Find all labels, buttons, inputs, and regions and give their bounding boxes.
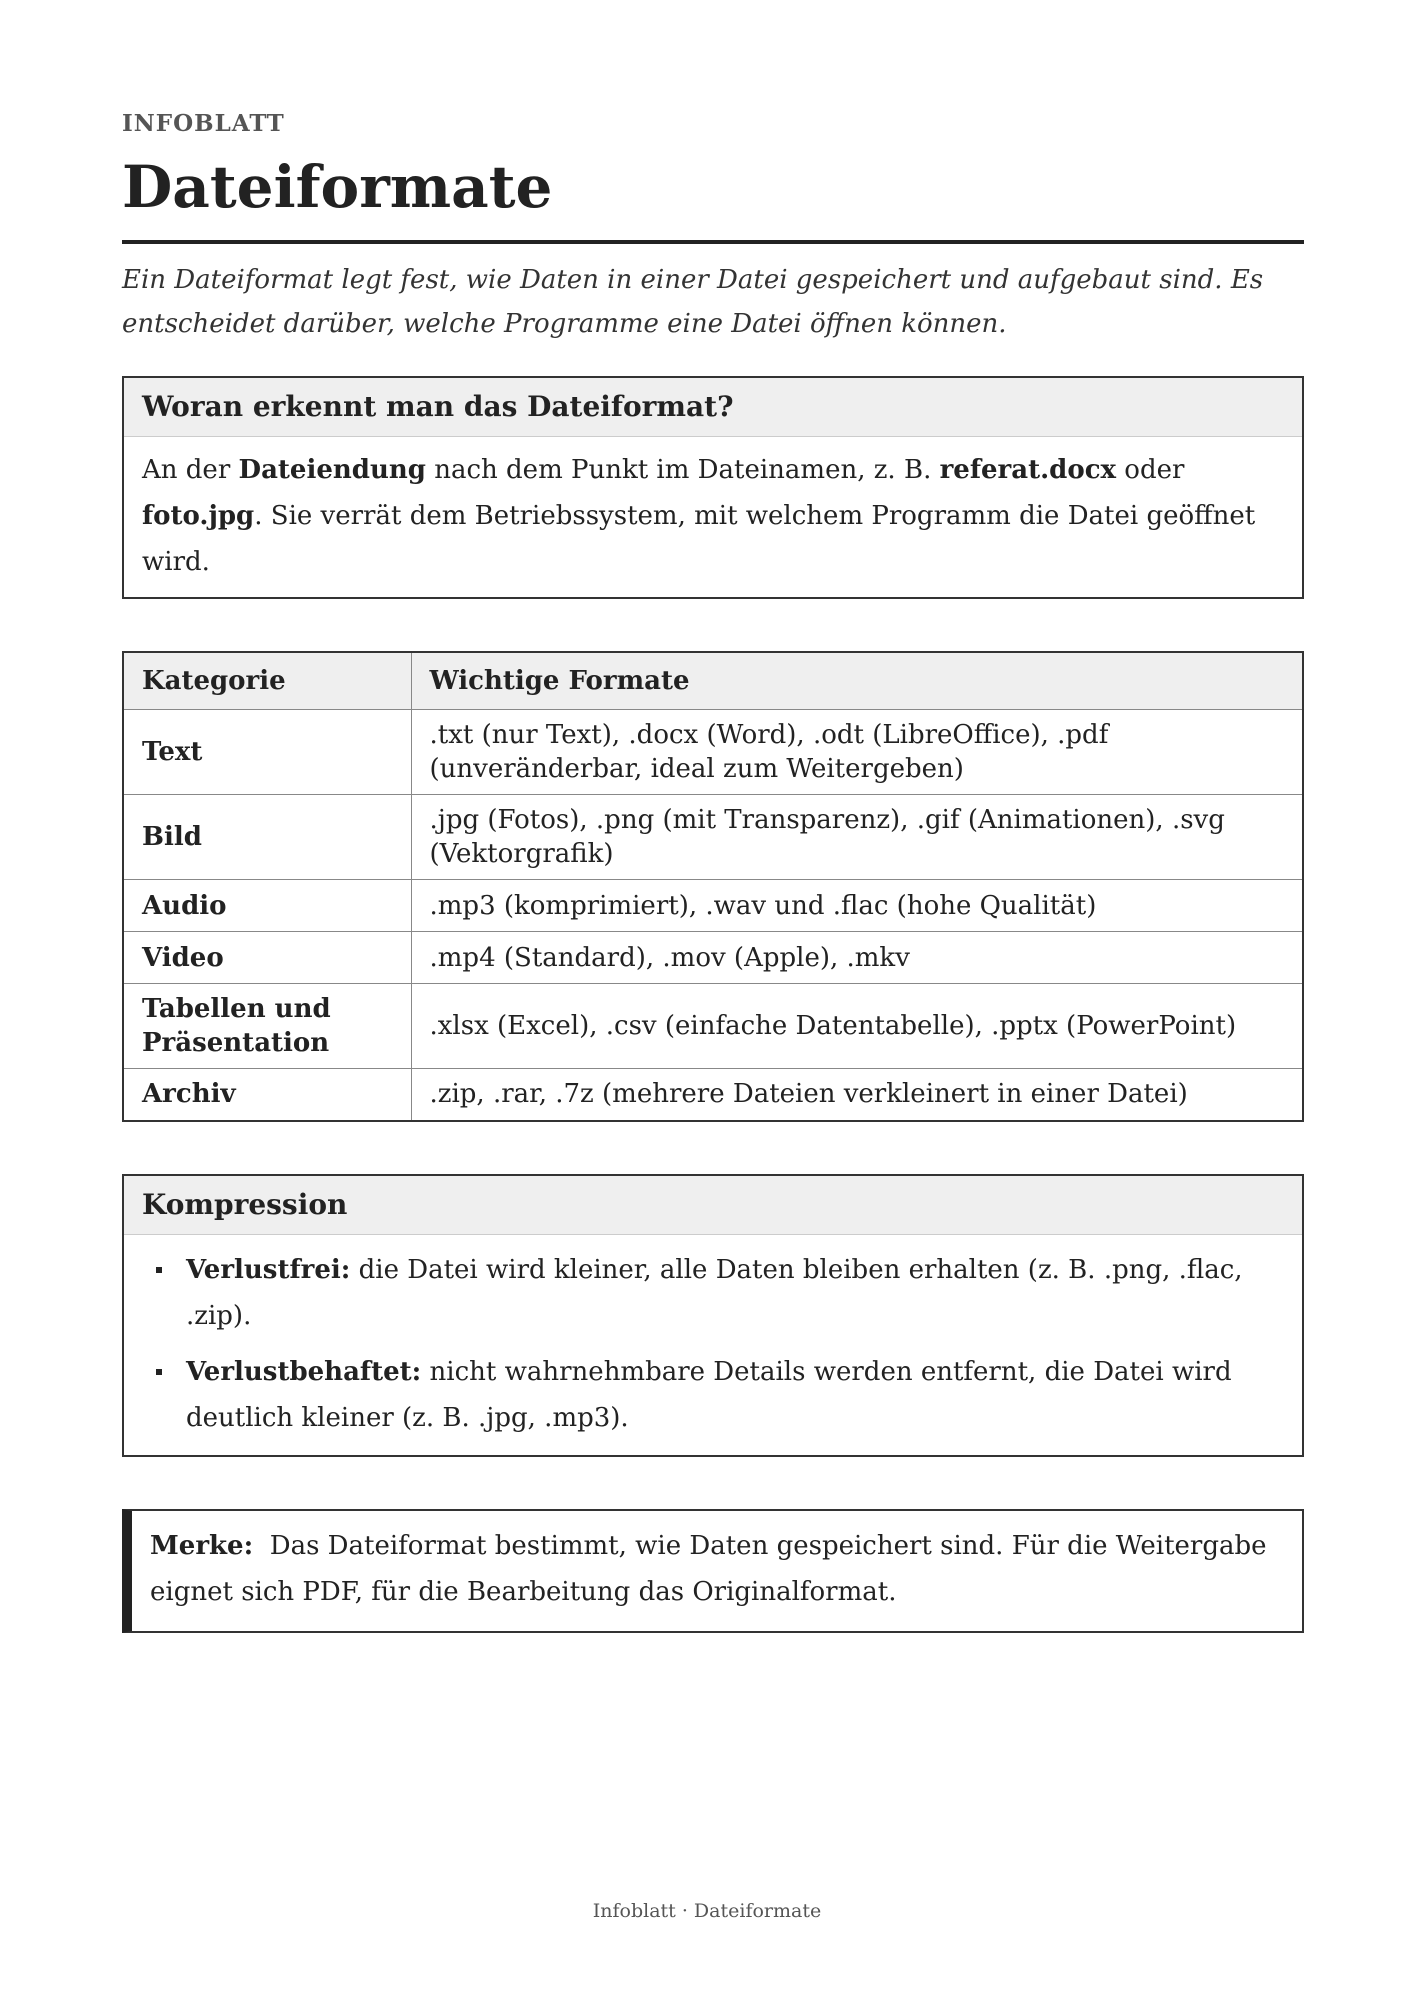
table-row (123, 710, 1303, 795)
bullet-icon (156, 1369, 162, 1375)
formats-cell: .xlsx (Excel), .csv (einfache Datentabelle), .pptx (PowerPoint) (411, 984, 1303, 1069)
table-row (123, 1069, 1303, 1121)
formats-cell: .mp4 (Standard), .mov (Apple), .mkv (411, 932, 1303, 984)
merke-callout (122, 1509, 1304, 1633)
page-title: Dateiformate (122, 153, 553, 221)
kompression-list (124, 1235, 1302, 1455)
info-box-heading: Kompression (124, 1176, 1302, 1235)
text-run: . Sie verrät dem Betriebssystem, mit welchem Programm die Datei geöffnet wird. (142, 501, 1256, 577)
info-box-erkennung (122, 376, 1304, 599)
text-run: nicht wahrnehmbare Details werden entfernt, die Datei wird deutlich kleiner (z. B. .jpg, .mp3). (186, 1356, 1232, 1433)
table-header-row (123, 652, 1303, 710)
category-cell: Archiv (123, 1069, 411, 1121)
category-cell: Audio (123, 880, 411, 932)
info-box-body (124, 437, 1302, 597)
category-cell: Text (123, 710, 411, 795)
table-row (123, 880, 1303, 932)
category-cell: Video (123, 932, 411, 984)
col-header-category: Kategorie (123, 652, 411, 710)
info-box-kompression (122, 1174, 1304, 1457)
bold-term: Dateiendung (238, 455, 426, 485)
formats-cell: .jpg (Fotos), .png (mit Transparenz), .gif (Animationen), .svg (Vektorgrafik) (411, 795, 1303, 880)
text-run: nach dem Punkt im Dateinamen, z. B. (425, 455, 940, 485)
table-row (123, 932, 1303, 984)
lead-paragraph: Ein Dateiformat legt fest, wie Daten in einer Datei gespeichert und aufgebaut sind. Es entscheidet darüber, welche Programme eine Datei öffnen können. (122, 265, 1264, 339)
title-rule (122, 240, 1304, 244)
bold-term: foto.jpg (142, 501, 255, 531)
category-cell: Tabellen und Präsentation (123, 984, 411, 1069)
page (122, 110, 1304, 1633)
table-row (123, 795, 1303, 880)
bold-term: referat.docx (939, 455, 1117, 485)
info-box-heading: Woran erkennt man das Dateiformat? (124, 378, 1302, 437)
formats-cell: .zip, .rar, .7z (mehrere Dateien verkleinert in einer Datei) (411, 1069, 1303, 1121)
text-run: oder (1116, 455, 1185, 485)
formats-table (122, 651, 1304, 1122)
page-footer: Infoblatt · Dateiformate (592, 1900, 822, 1922)
bold-term: Verlustbehaftet: (186, 1356, 422, 1387)
formats-cell: .mp3 (komprimiert), .wav und .flac (hohe Qualität) (411, 880, 1303, 932)
list-item (142, 1247, 1284, 1339)
formats-cell: .txt (nur Text), .docx (Word), .odt (LibreOffice), .pdf (unveränderbar, ideal zum Weitergeben) (411, 710, 1303, 795)
merke-label: Merke: (150, 1530, 254, 1561)
category-cell: Bild (123, 795, 411, 880)
text-run: An der (142, 455, 239, 485)
kicker: INFOBLATT (122, 110, 285, 137)
table-row (123, 984, 1303, 1069)
text-run: die Datei wird kleiner, alle Daten bleiben erhalten (z. B. .png, .flac, .zip). (186, 1254, 1243, 1331)
bold-term: Verlustfrei: (186, 1254, 351, 1285)
merke-text: Das Dateiformat bestimmt, wie Daten gespeichert sind. Für die Weitergabe eignet sich PDF, für die Bearbeitung das Originalformat. (150, 1530, 1275, 1607)
bullet-icon (156, 1267, 162, 1273)
col-header-formats: Wichtige Formate (411, 652, 1303, 710)
list-item (142, 1349, 1284, 1441)
